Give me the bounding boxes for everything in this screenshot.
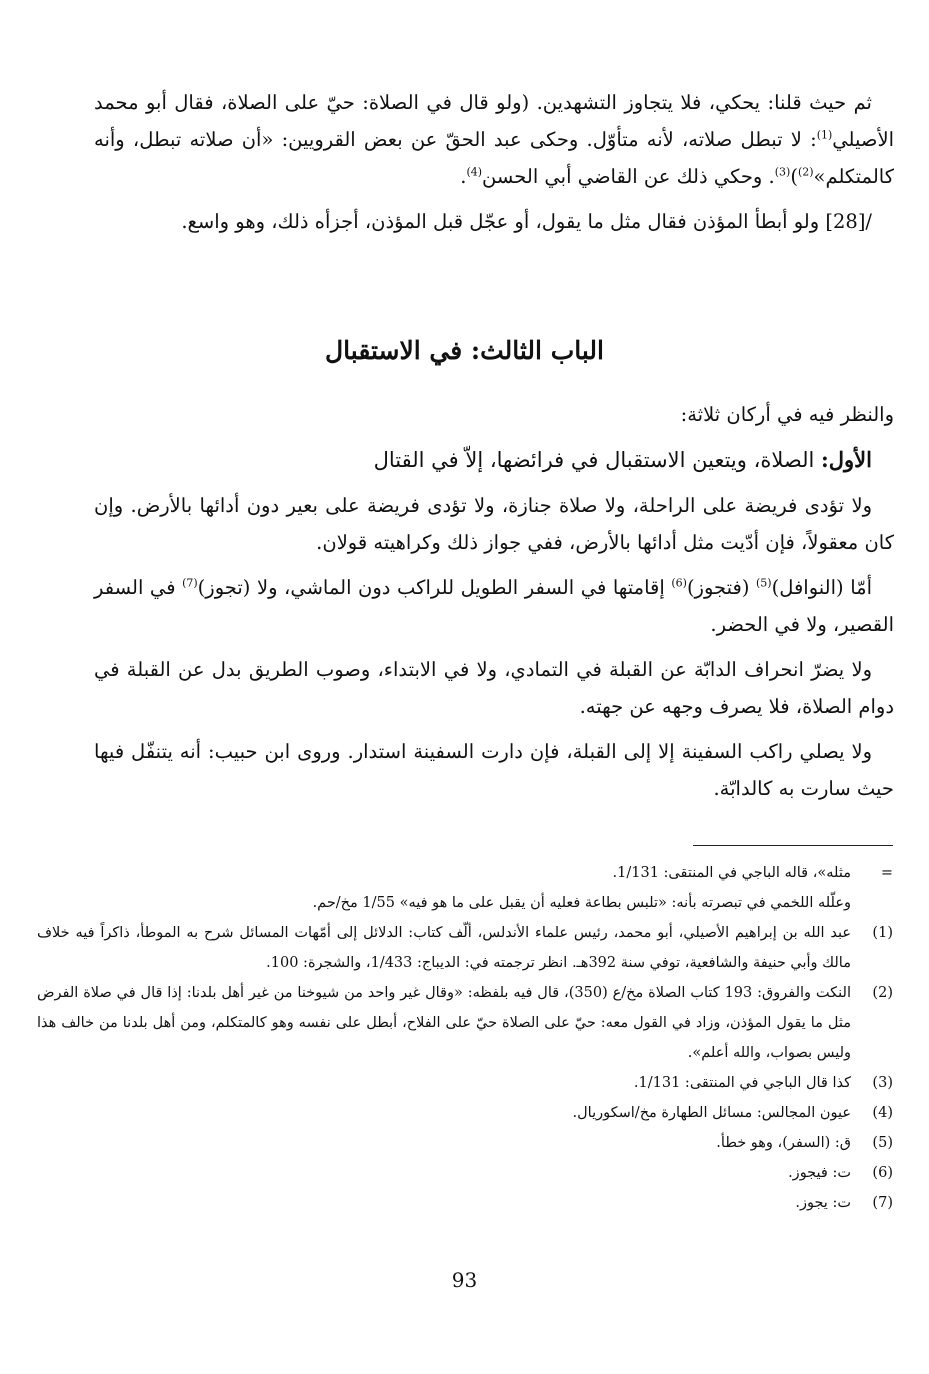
footnote-text: ق: (السفر)، وهو خطأ. [716, 1135, 851, 1151]
footnote-separator [693, 845, 893, 846]
footnote-text: كذا قال الباجي في المنتقى: 1/131. [633, 1075, 851, 1091]
footnote-text: عيون المجالس: مسائل الطهارة مخ/اسكوريال. [572, 1105, 851, 1121]
footnote-item [37, 1098, 893, 1128]
section-heading-text: الصلاة، ويتعين الاستقبال في فرائضها، إلاّ في القتال [373, 448, 822, 472]
footnote-ref-7: (7) [182, 576, 198, 590]
paragraph-dabba: ولا يضرّ انحراف الدابّة عن القبلة في التمادي، ولا في الابتداء، وصوب الطريق بدل عن القبلة في دوام الصلاة، فلا يصرف وجهه عن جهته. [94, 658, 894, 718]
intro-line: والنظر فيه في أركان ثلاثة: [680, 403, 894, 426]
paragraph-nawafil: أمّا (النوافل)$^{(5)}$ (فتجوز)$^{(6)}$ إقامتها في السفر الطويل للراكب دون الماشي، ولا (تجوز)$^{(7)}$ في السفر القصير، ولا في الحضر. [94, 576, 894, 636]
paragraph-tashahhud: ثم حيث قلنا: يحكي، فلا يتجاوز التشهدين. (ولو قال في الصلاة: حيّ على الصلاة، فقال أبو محمد الأصيلي$^{(1)}$: لا تبطل صلاته، لأنه متأوّل. وحكى عبد الحقّ عن بعض القرويين: «أن صلاته تبطل، وأنه كالمتكلم»$^{(2)}$)$^{(3)}$. وحكي ذلك عن القاضي أبي الحسن$^{(4)}$. [94, 91, 894, 188]
footnote-number: (1) [872, 925, 893, 941]
main-text-block [94, 396, 894, 815]
footnote-ref-5: (5) [756, 576, 772, 590]
page-number: 93 [451, 1268, 478, 1292]
footnotes [37, 858, 893, 1218]
footnote-ref-2: (2) [797, 165, 814, 179]
footnote-item [37, 978, 893, 1068]
footnote-ref-4: (4) [466, 165, 483, 179]
footnote-text: ت: يجوز. [795, 1195, 851, 1211]
chapter-title: الباب الثالث: في الاستقبال [325, 336, 604, 365]
footnote-continuation [37, 858, 893, 918]
paragraph-safina: ولا يصلي راكب السفينة إلا إلى القبلة، فإن دارت السفينة استدار. وروى ابن حبيب: أنه يتنفّل فيها حيث سارت به كالدابّة. [94, 740, 894, 800]
footnote-text: النكت والفروق: 193 كتاب الصلاة مخ/ع (350)، قال فيه بلفظه: «وقال غير واحد من شيوخنا من غير أهل بلدنا: إذا قال في صلاة الفرض مثل ما يقول المؤذن، وزاد في القول معه: حيّ على الصلاة حيّ على الفلاح، أبطل على نفسه وهو كالمتكلم، ومن أهل بلدنا من خالف هذا وليس بصواب، والله أعلم». [37, 985, 852, 1061]
footnote-number: (3) [872, 1075, 893, 1091]
top-text-block [94, 84, 894, 248]
footnote-number: (5) [872, 1135, 893, 1151]
paragraph-fard: ولا تؤدى فريضة على الراحلة، ولا صلاة جنازة، ولا تؤدى فريضة على بعير دون أدائها بالأرض. وإن كان معقولاً، فإن أدّيت مثل أدائها بالأرض، ففي جواز ذلك وكراهيته قولان. [94, 494, 894, 554]
footnote-number: (2) [872, 985, 893, 1001]
footnote-item [37, 1068, 893, 1098]
footnote-number: (7) [872, 1195, 893, 1211]
footnote-ref-1: (1) [816, 128, 833, 142]
footnote-text: ت: فيجوز. [788, 1165, 851, 1181]
footnote-number: (6) [872, 1165, 893, 1181]
footnote-item [37, 1158, 893, 1188]
continuation-line: مثله»، قاله الباجي في المنتقى: 1/131. [612, 865, 851, 881]
footnote-ref-6: (6) [671, 576, 687, 590]
paragraph-muadhdhin: /[28] ولو أبطأ المؤذن فقال مثل ما يقول، أو عجّل قبل المؤذن، أجزأه ذلك، وهو واسع. [181, 210, 872, 233]
footnote-item [37, 1128, 893, 1158]
footnote-item [37, 918, 893, 978]
footnote-number: (4) [872, 1105, 893, 1121]
footnote-item [37, 1188, 893, 1218]
continuation-marker: = [880, 865, 893, 881]
section-heading [94, 441, 894, 479]
footnote-text: عبد الله بن إبراهيم الأصيلي، أبو محمد، رئيس علماء الأندلس، ألّف كتاب: الدلائل إلى أمّهات المسائل شرح به الموطأ، ذاكراً فيه خلاف مالك وأبي حنيفة والشافعية، توفي سنة 392هـ. انظر ترجمته في: الديباج: 1/433، والشجرة: 100. [37, 925, 851, 971]
section-heading-label: الأول: [821, 447, 872, 472]
continuation-line: وعلّله اللخمي في تبصرته بأنه: «تلبس بطاعة فعليه أن يقبل على ما هو فيه» 1/55 مخ/حم. [312, 895, 851, 911]
footnote-ref-3: (3) [774, 165, 791, 179]
